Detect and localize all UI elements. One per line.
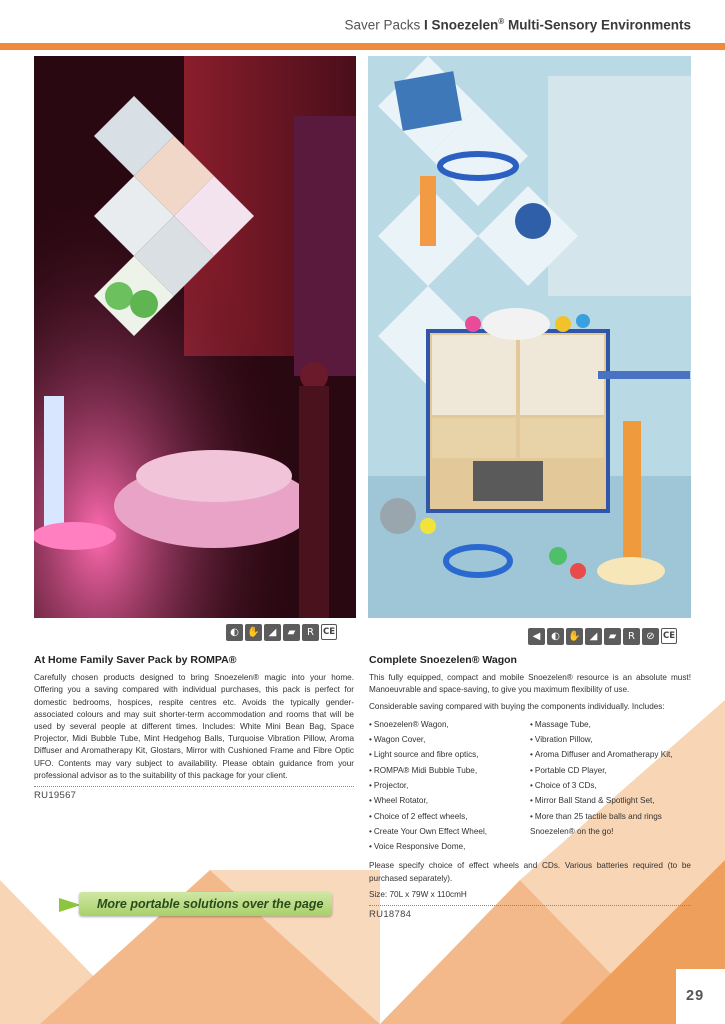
list-item: • Vibration Pillow, (530, 735, 593, 745)
speaker-icon: ◀ (528, 628, 545, 645)
list-item: • Choice of 2 effect wheels, (369, 811, 468, 821)
arrow-right-icon (59, 898, 81, 912)
right-product-includes: Considerable saving compared with buying the components individually. Includes: (369, 701, 665, 711)
left-product-icons (226, 624, 337, 641)
list-item: • Light source and fibre optics, (369, 750, 479, 760)
hand-wave-icon: ✋ (245, 624, 262, 641)
home-pack-photo (34, 56, 356, 618)
list-item: • Choice of 3 CDs, (530, 781, 597, 790)
page-number: 29 (686, 988, 705, 1004)
header-rule (0, 43, 725, 50)
right-product-title: Complete Snoezelen® Wagon (369, 654, 517, 666)
header-subtitle: Multi-Sensory Environments (507, 17, 691, 33)
list-item: • Projector, (369, 781, 409, 790)
list-item: • More than 25 tactile balls and rings (530, 811, 662, 821)
more-solutions-banner[interactable] (59, 890, 334, 920)
list-item: • Mirror Ball Stand & Spotlight Set, (530, 796, 655, 806)
right-product-intro: This fully equipped, compact and mobile Snoezelen® resource is an absolute must! Manoeuvrable and space-saving, to give you maximum flexibility of use. (369, 673, 691, 695)
list-item: • Snoezelen® Wagon, (369, 719, 449, 729)
ce-mark-icon: CE (321, 624, 337, 640)
right-product-size: Size: 70L x 79W x 110cmH (369, 889, 467, 899)
wedge-icon: ▰ (604, 628, 621, 645)
header-brand: Snoezelen (431, 17, 499, 33)
right-product-block (369, 654, 691, 921)
header-separator: I (423, 17, 428, 33)
left-product-title: At Home Family Saver Pack by ROMPA® (34, 654, 237, 666)
hand-wave-icon: ✋ (566, 628, 583, 645)
divider (369, 905, 691, 906)
list-item: • Portable CD Player, (530, 765, 607, 775)
hand-touch-icon: ◐ (547, 628, 564, 645)
hand-touch-icon: ◐ (226, 624, 243, 641)
header-section: Saver Packs (344, 17, 421, 33)
reg-r-icon: R (623, 628, 640, 645)
list-item: • Voice Responsive Dome, (369, 842, 466, 852)
cube-icon: ◢ (264, 624, 281, 641)
list-item: • Aroma Diffuser and Aromatherapy Kit, (530, 750, 673, 760)
wagon-photo (368, 56, 691, 618)
banner-text: More portable solutions over the page (97, 897, 324, 911)
page-header-title (344, 17, 691, 33)
list-item: • ROMPA® Midi Bubble Tube, (369, 765, 478, 775)
bullet-list-left (369, 719, 530, 857)
wedge-icon: ▰ (283, 624, 300, 641)
right-product-note: Please specify choice of effect wheels and CDs. Various batteries required (to be purchased separately). (369, 861, 691, 883)
no-symbol-icon: ⊘ (642, 628, 659, 645)
list-item: • Massage Tube, (530, 719, 591, 729)
left-product-code: RU19567 (34, 790, 77, 802)
reg-r-icon: R (302, 624, 319, 641)
bullet-list-right (530, 719, 691, 857)
cube-icon: ◢ (585, 628, 602, 645)
left-product-block (34, 654, 354, 802)
left-product-body: Carefully chosen products designed to bring Snoezelen® magic into your home. Offering you a saving compared with individual purchases, this pack is perfect for domestic bedrooms, hospices, respite centres etc. Avoids the typically gender-associated colours and may suit shorter-term accommodation and rooms that will be used by several people at different times. Includes: White Mini Bean Bag, Space Projector, Midi Bubble Tube, Mint Hedgehog Balls, Turquoise Vibration Pillow, Aroma Diffuser and Aromatherapy Kit, Glostars, Mirror with Cushioned Frame and Fibre Optic UFO. Contents may vary subject to availability. Please obtain guidance from your professional advisor as to the suitability of this package for your client. (34, 673, 354, 780)
right-product-code: RU18784 (369, 909, 412, 921)
right-product-bullets (369, 719, 691, 857)
right-product-icons (528, 628, 677, 645)
ce-mark-icon: CE (661, 628, 677, 644)
list-item: • Wheel Rotator, (369, 796, 429, 806)
list-item: • Create Your Own Effect Wheel, (369, 826, 488, 836)
list-item: Snoezelen® on the go! (530, 826, 614, 836)
header-registered: ® (498, 17, 505, 26)
divider (34, 786, 354, 787)
list-item: • Wagon Cover, (369, 735, 426, 745)
